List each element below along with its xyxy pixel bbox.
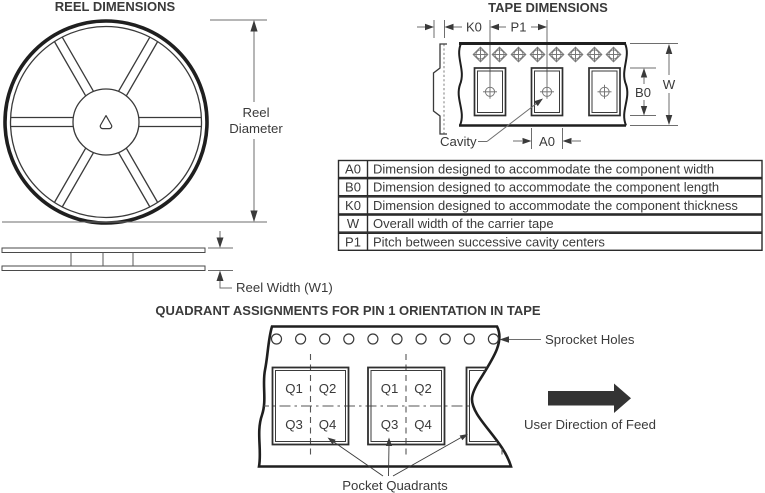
- table-row: [339, 161, 763, 178]
- label-elbow-connector: [220, 284, 232, 288]
- table-row: [339, 215, 763, 232]
- reel-width-dimension: [208, 231, 333, 295]
- arrow-left-icon: [445, 24, 454, 30]
- arrow-up-icon: [217, 271, 224, 282]
- table-row: [339, 179, 763, 196]
- arrow-down-icon: [217, 238, 224, 249]
- row-desc: Dimension designed to accommodate the component thickness: [373, 197, 738, 213]
- a0-label: A0: [539, 134, 555, 149]
- sprocket-holes-label: Sprocket Holes: [545, 332, 635, 347]
- row-code: W: [346, 216, 360, 232]
- sprocket-holes-callout: [500, 332, 635, 347]
- row-code: B0: [345, 179, 361, 195]
- quadrant-section-title: QUADRANT ASSIGNMENTS FOR PIN 1 ORIENTATION IN TAPE: [155, 303, 541, 318]
- tape-dimensions-section: [417, 0, 678, 149]
- tape-left-torn-edge: [459, 44, 462, 126]
- w-label: W: [662, 77, 676, 92]
- reel-dimensions-section: [2, 0, 333, 295]
- pocket1-q2: Q2: [318, 381, 337, 396]
- row-desc: Pitch between successive cavity centers: [373, 234, 605, 250]
- p1-label: P1: [510, 19, 527, 35]
- cavity-label: Cavity: [440, 134, 477, 149]
- reel-side-view: [2, 248, 205, 271]
- row-desc: Dimension designed to accommodate the component width: [373, 161, 715, 177]
- reel-diameter-label-line2: Diameter: [229, 121, 283, 136]
- reel-diameter-label-line1: Reel: [242, 105, 270, 120]
- reel-hub: [73, 89, 139, 155]
- quadrant-tape-outline: [259, 327, 511, 467]
- feed-direction: [524, 384, 656, 433]
- pocket1-q1: Q1: [285, 381, 303, 396]
- b0-label: B0: [635, 85, 651, 100]
- row-code: K0: [345, 197, 361, 213]
- row-code: P1: [345, 234, 361, 250]
- k0-dimension: [417, 20, 482, 39]
- reel-flange-top: [2, 248, 205, 253]
- b0-dimension: [630, 68, 656, 116]
- feed-arrow-head-icon: [614, 384, 631, 414]
- reel-center-key: [100, 116, 111, 129]
- row-desc: Overall width of the carrier tape: [373, 216, 554, 232]
- arrow-up-icon: [641, 68, 647, 78]
- arrow-right-icon: [425, 24, 434, 30]
- row-code: A0: [345, 161, 361, 177]
- arrow-down-icon: [641, 106, 647, 116]
- table-row: [339, 197, 763, 214]
- reel-width-label: Reel Width (W1): [236, 280, 333, 295]
- arrow-left-icon: [563, 138, 572, 144]
- tape-right-torn-edge: [624, 44, 627, 126]
- reel-outer-rim: [5, 21, 207, 223]
- pocket-quadrants-label: Pocket Quadrants: [342, 478, 448, 493]
- tape-side-profile: [434, 44, 448, 134]
- reel-front-view: [5, 21, 207, 223]
- pocket2-q4: Q4: [414, 417, 432, 432]
- arrow-up-icon: [250, 20, 257, 32]
- arrow-left-icon: [490, 24, 499, 30]
- feed-direction-label: User Direction of Feed: [524, 417, 656, 432]
- tape-top-view: [459, 44, 628, 126]
- k0-label: K0: [466, 19, 482, 35]
- arrow-right-icon: [523, 138, 532, 144]
- pocket1-q3: Q3: [285, 417, 303, 432]
- reel-inner-rim: [11, 27, 202, 218]
- quadrant-assignments-section: [155, 303, 656, 493]
- arrow-up-icon: [666, 44, 673, 54]
- arrow-down-icon: [666, 115, 673, 125]
- tape-section-title: TAPE DIMENSIONS: [488, 0, 608, 15]
- pocket2-q2: Q2: [414, 381, 432, 396]
- pocket1-q4: Q4: [318, 417, 337, 432]
- a0-dimension: [513, 128, 581, 149]
- reel-spokes: [11, 37, 202, 207]
- reel-hub-side-lines: [71, 253, 133, 267]
- reel-section-title: REEL DIMENSIONS: [54, 0, 176, 14]
- table-row: [339, 233, 763, 250]
- pocket2-q1: Q1: [380, 381, 399, 396]
- pocket2-q3: Q3: [380, 417, 399, 432]
- row-desc: Dimension designed to accommodate the component length: [373, 179, 720, 195]
- leader-arrowhead-icon: [500, 336, 510, 342]
- feed-arrow-body: [548, 391, 614, 406]
- arrow-right-icon: [538, 24, 547, 30]
- dimension-definitions-table: [339, 161, 763, 251]
- arrow-down-icon: [250, 211, 257, 223]
- reel-flange-bottom: [2, 266, 205, 271]
